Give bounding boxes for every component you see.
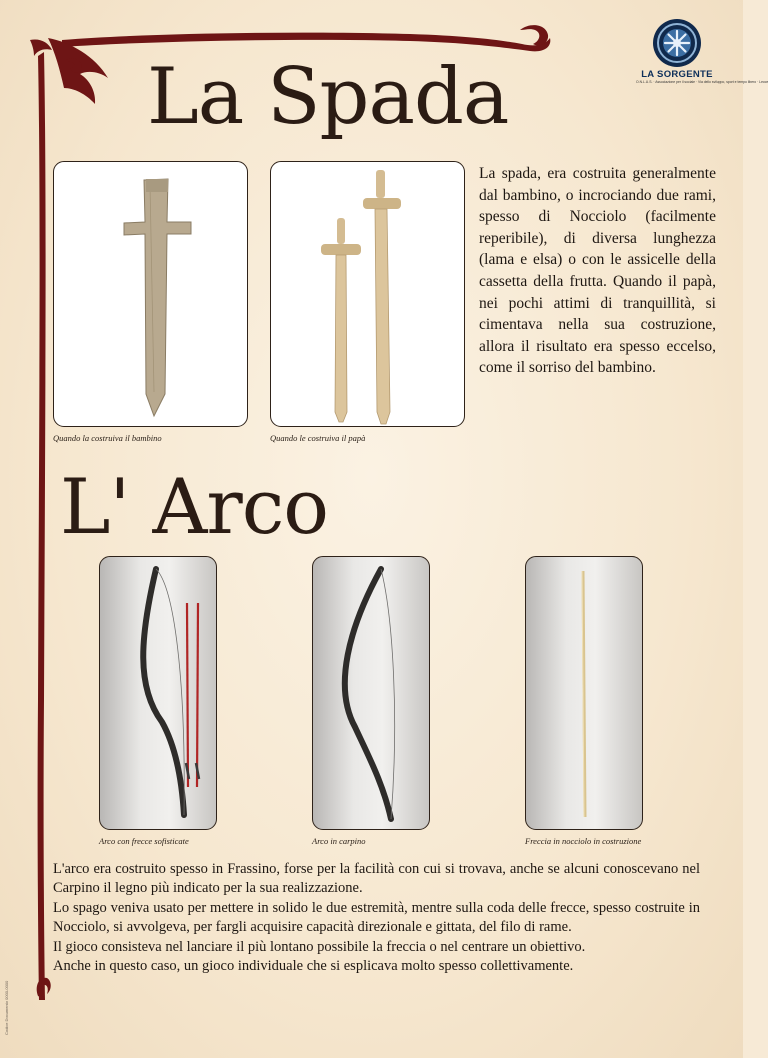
arco-paragraph: Lo spago veniva usato per mettere in solido le due estremità, mentre sulla coda delle frecce, spesso costruite in Nocciolo, si avvolgeva, per fargli acquisire capacità direzionale e gittata, del filo di rame.: [53, 899, 700, 936]
side-document-code: Codice Documento 0000-0000: [4, 980, 9, 1035]
photo-father-swords: [270, 161, 465, 427]
arco-title: L' Arco: [60, 462, 329, 551]
caption-hornbeam-bow: Arco in carpino: [312, 836, 366, 846]
caption-father-swords: Quando le costruiva il papà: [270, 433, 366, 443]
la-sorgente-logo: [636, 18, 768, 84]
arco-paragraph: L'arco era costruito spesso in Frassino, forse per la facilità con cui si trovava, anche se alcuni conoscevano nel Carpino il legno più indicato per la sua realizzazione.: [53, 861, 700, 897]
caption-hazel-arrow: Freccia in nocciolo in costruzione: [525, 836, 642, 846]
arco-paragraph: Anche in questo caso, un gioco individuale che si esplicava molto spesso collettivamente.: [53, 958, 574, 975]
caption-child-sword: Quando la costruiva il bambino: [53, 433, 162, 443]
photo-bow-with-arrows: [99, 556, 217, 830]
logo-name: LA SORGENTE: [641, 69, 713, 80]
arco-paragraph: Il gioco consisteva nel lanciare il più lontano possibile la freccia o nel centrare un obiettivo.: [53, 938, 586, 955]
logo-tagline: O.N.L.U.S. · Associazione per il sociale · Via dello sviluppo, sport e tempo libero · Lecce: [636, 80, 768, 84]
arco-description: [53, 860, 700, 976]
logo-emblem-icon: [652, 18, 702, 68]
spada-description: La spada, era costruita generalmente dal bambino, o incrociando due rami, spesso di Nocciolo (facilmente reperibile), di diversa lunghezza (lama e elsa) o con le assicelle della cassetta della frutta. Quando il papà, nei pochi attimi di tranquillità, si cimentava nella sua costruzione, allora il risultato era spesso eccelso, come il sorriso del bambino.: [479, 165, 716, 377]
caption-bow-arrows: Arco con frecce sofisticate: [99, 836, 189, 846]
photo-hazel-arrow: [525, 556, 643, 830]
spada-title: La Spada: [147, 52, 509, 142]
photo-child-sword: [53, 161, 248, 427]
photo-hornbeam-bow: [312, 556, 430, 830]
